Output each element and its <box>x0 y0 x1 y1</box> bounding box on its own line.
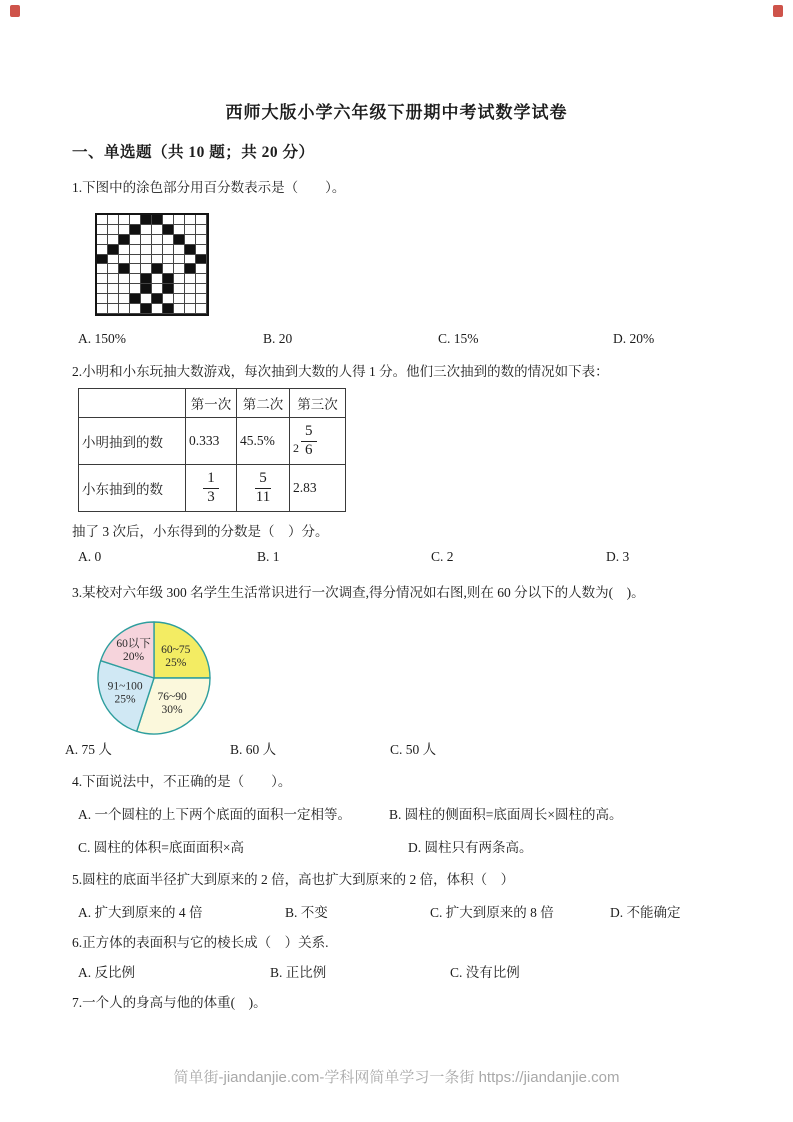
mixed-number: 2 $\frac{5}{6}$ <box>293 432 317 447</box>
grid-cell <box>119 225 130 235</box>
grid-cell <box>97 245 108 255</box>
q3-option-b: B. 60 人 <box>230 742 277 757</box>
q2-option-b: B. 1 <box>257 549 280 564</box>
q2-options <box>78 549 629 565</box>
table-cell <box>186 465 237 512</box>
grid-cell <box>130 294 141 304</box>
watermark-footer: 简单街-jiandanjie.com-学科网简单学习一条街 https://jiandanjie.com <box>173 1069 620 1086</box>
grid-cell <box>108 235 119 245</box>
grid-cell <box>163 284 174 294</box>
grid-cell <box>130 225 141 235</box>
grid-cell <box>108 284 119 294</box>
grid-cell <box>108 264 119 274</box>
grid-cell <box>119 274 130 284</box>
table-cell <box>290 418 346 465</box>
q6-text: 6.正方体的表面积与它的棱长成（ ）关系. <box>72 935 329 950</box>
grid-cell <box>163 294 174 304</box>
grid-cell <box>97 215 108 225</box>
grid-cell <box>141 215 152 225</box>
q2-numbers-table <box>78 388 346 512</box>
q2-option-c: C. 2 <box>431 549 454 564</box>
table-cell: 2.83 <box>290 465 346 512</box>
section-heading: 一、单选题（共 10 题；共 20 分） <box>72 144 315 161</box>
q5-options <box>78 901 681 921</box>
grid-cell <box>163 264 174 274</box>
grid-cell <box>119 235 130 245</box>
grid-cell <box>196 225 207 235</box>
q5-option-b: B. 不变 <box>285 905 328 920</box>
grid-cell <box>130 284 141 294</box>
grid-cell <box>108 245 119 255</box>
grid-cell <box>163 215 174 225</box>
grid-cell <box>174 215 185 225</box>
fraction: $\frac{5}{11}$ <box>255 469 271 505</box>
grid-cell <box>130 245 141 255</box>
grid-cell <box>196 264 207 274</box>
grid-cell <box>108 215 119 225</box>
grid-cell <box>119 264 130 274</box>
grid-cell <box>119 215 130 225</box>
q2-text2: 抽了 3 次后，小东得到的分数是（ ）分。 <box>72 524 329 539</box>
grid-cell <box>174 284 185 294</box>
grid-cell <box>97 264 108 274</box>
grid-cell <box>185 215 196 225</box>
grid-cell <box>130 274 141 284</box>
grid-cell <box>163 245 174 255</box>
grid-cell <box>130 215 141 225</box>
grid-cell <box>185 245 196 255</box>
grid-cell <box>152 215 163 225</box>
grid-cell <box>152 225 163 235</box>
table-cell: 0.333 <box>186 418 237 465</box>
grid-cell <box>196 215 207 225</box>
grid-cell <box>174 235 185 245</box>
grid-cell <box>97 304 108 314</box>
grid-cell <box>152 235 163 245</box>
grid-cell <box>141 284 152 294</box>
grid-cell <box>152 255 163 265</box>
grid-cell <box>97 284 108 294</box>
grid-cell <box>130 264 141 274</box>
pie-slice-label: 60以下 20% <box>116 637 151 663</box>
grid-cell <box>196 255 207 265</box>
grid-cell <box>196 304 207 314</box>
row-label: 小东抽到的数 <box>79 465 186 512</box>
grid-cell <box>185 284 196 294</box>
q3-options <box>65 738 436 758</box>
grid-cell <box>141 274 152 284</box>
grid-cell <box>119 255 130 265</box>
q4-option-b: B. 圆柱的侧面积=底面周长×圆柱的高。 <box>389 807 623 822</box>
grid-cell <box>108 294 119 304</box>
pie-slice-label: 91~100 25% <box>107 680 143 706</box>
grid-cell <box>130 255 141 265</box>
grid-cell <box>108 225 119 235</box>
q5-option-d: D. 不能确定 <box>610 905 681 920</box>
grid-cell <box>152 294 163 304</box>
q5-option-c: C. 扩大到原来的 8 倍 <box>430 905 554 920</box>
grid-cell <box>108 274 119 284</box>
q3-option-a: A. 75 人 <box>65 742 112 757</box>
grid-cell <box>97 274 108 284</box>
grid-cell <box>163 235 174 245</box>
q2-option-a: A. 0 <box>78 549 102 564</box>
grid-cell <box>152 264 163 274</box>
table-row-xiaodong <box>79 465 346 512</box>
q1-option-b: B. 20 <box>263 331 293 346</box>
q4-options-row2 <box>78 836 533 856</box>
grid-cell <box>196 294 207 304</box>
pie-chart <box>78 612 238 742</box>
grid-cell <box>119 245 130 255</box>
grid-cell <box>141 264 152 274</box>
grid-cell <box>196 235 207 245</box>
q6-options <box>78 961 520 981</box>
grid-cell <box>152 274 163 284</box>
grid-cell <box>141 235 152 245</box>
grid-cell <box>185 294 196 304</box>
grid-cell <box>185 264 196 274</box>
grid-cell <box>97 294 108 304</box>
grid-cell <box>141 225 152 235</box>
grid-cell <box>185 255 196 265</box>
grid-cell <box>174 225 185 235</box>
q5-option-a: A. 扩大到原来的 4 倍 <box>78 905 203 920</box>
grid-cell <box>185 225 196 235</box>
q6-option-c: C. 没有比例 <box>450 965 520 980</box>
q3-text: 3.某校对六年级 300 名学生生活常识进行一次调查,得分情况如右图,则在 60 分以下的人数为( )。 <box>72 585 645 600</box>
q2-text: 2.小明和小东玩抽大数游戏，每次抽到大数的人得 1 分。他们三次抽到的数的情况如下表： <box>72 364 609 379</box>
grid-cell <box>152 245 163 255</box>
grid-cell <box>152 304 163 314</box>
q5-text: 5.圆柱的底面半径扩大到原来的 2 倍，高也扩大到原来的 2 倍，体积（ ） <box>72 872 515 887</box>
grid-cell <box>108 255 119 265</box>
grid-cell <box>185 235 196 245</box>
table-header-first: 第一次 <box>186 389 237 418</box>
q4-option-a: A. 一个圆柱的上下两个底面的面积一定相等。 <box>78 807 351 822</box>
grid-cell <box>196 274 207 284</box>
table-header-empty <box>79 389 186 418</box>
q1-option-a: A. 150% <box>78 331 126 346</box>
grid-cell <box>163 255 174 265</box>
grid-cell <box>196 284 207 294</box>
grid-cell <box>141 294 152 304</box>
q4-text: 4.下面说法中，不正确的是（ ）。 <box>72 774 292 789</box>
grid-cell <box>163 304 174 314</box>
grid-cell <box>141 255 152 265</box>
q4-option-d: D. 圆柱只有两条高。 <box>408 840 533 855</box>
grid-cell <box>174 245 185 255</box>
fraction: $\frac{1}{3}$ <box>203 471 219 506</box>
table-row-xiaoming <box>79 418 346 465</box>
red-corner-stamp-right <box>773 5 783 17</box>
page-title: 西师大版小学六年级下册期中考试数学试卷 <box>225 103 568 122</box>
grid-cell <box>174 255 185 265</box>
q7-text: 7.一个人的身高与他的体重( )。 <box>72 995 267 1010</box>
grid-cell <box>97 225 108 235</box>
grid-cell <box>163 225 174 235</box>
q4-options-row1 <box>78 803 622 823</box>
grid-cell <box>185 304 196 314</box>
q1-option-d: D. 20% <box>613 331 655 346</box>
grid-cell <box>174 264 185 274</box>
grid-cell <box>174 274 185 284</box>
q6-option-a: A. 反比例 <box>78 965 135 980</box>
grid-cell <box>141 304 152 314</box>
grid-cell <box>152 284 163 294</box>
grid-cell <box>119 284 130 294</box>
grid-cell <box>97 235 108 245</box>
q6-option-b: B. 正比例 <box>270 965 327 980</box>
table-header-second: 第二次 <box>237 389 290 418</box>
grid-cell <box>108 304 119 314</box>
q4-option-c: C. 圆柱的体积=底面面积×高 <box>78 840 244 855</box>
grid-cell <box>163 274 174 284</box>
table-header-third: 第三次 <box>290 389 346 418</box>
grid-cell <box>141 245 152 255</box>
grid-cell <box>185 274 196 284</box>
row-label: 小明抽到的数 <box>79 418 186 465</box>
grid-cell <box>196 245 207 255</box>
q3-pie-chart-figure <box>78 612 238 747</box>
grid-cell <box>174 294 185 304</box>
grid-cell <box>119 294 130 304</box>
pie-slice-label: 60~75 25% <box>161 644 191 670</box>
fraction: $\frac{5}{6}$ <box>301 424 317 459</box>
q3-option-c: C. 50 人 <box>390 742 437 757</box>
pie-slice-label: 76~90 30% <box>157 690 187 716</box>
q2-option-d: D. 3 <box>606 549 630 564</box>
q1-options <box>78 331 654 347</box>
q1-shaded-grid-figure <box>95 213 209 316</box>
red-corner-stamp-left <box>10 5 20 17</box>
grid-cell <box>130 304 141 314</box>
table-header-row <box>79 389 346 418</box>
table-cell <box>237 465 290 512</box>
q1-text: 1.下图中的涂色部分用百分数表示是（ ）。 <box>72 180 346 195</box>
q1-option-c: C. 15% <box>438 331 479 346</box>
table-cell: 45.5% <box>237 418 290 465</box>
grid-cell <box>174 304 185 314</box>
grid-cell <box>97 255 108 265</box>
grid-cell <box>130 235 141 245</box>
grid-cell <box>119 304 130 314</box>
